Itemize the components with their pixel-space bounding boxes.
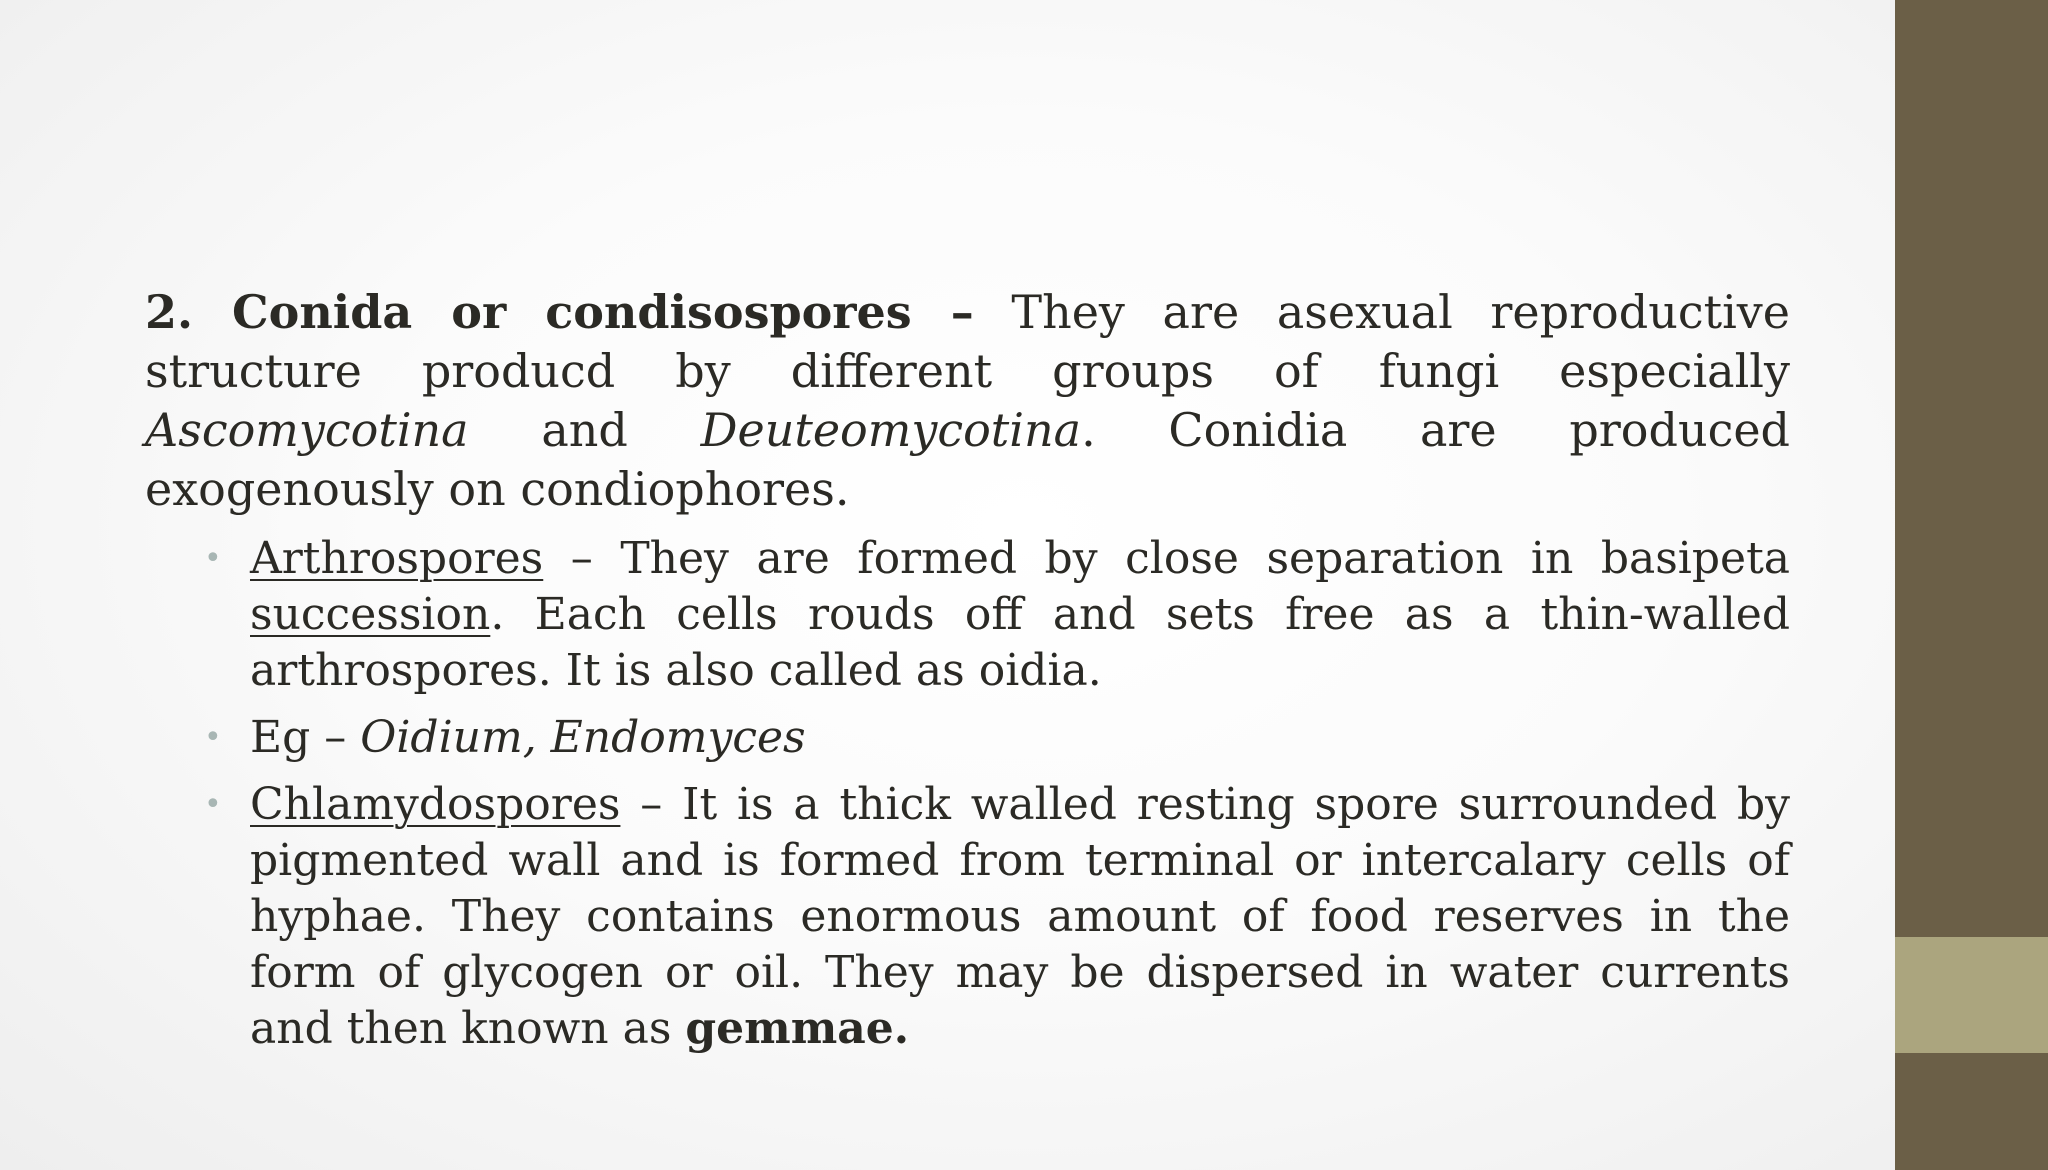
bullet-item-arthrospores — [204, 531, 1790, 699]
intro-text-1: They are asexual reproductive structure producd by different groups of fungi especially — [145, 285, 1790, 398]
term-arthrospores: Arthrospores — [250, 533, 544, 584]
example-species: Oidium, Endomyces — [360, 712, 806, 763]
term-succession: succession — [250, 589, 491, 640]
bullet-dot-icon: • — [204, 541, 222, 576]
term-chlamydospores: Chlamydospores — [250, 779, 621, 830]
intro-paragraph — [145, 283, 1790, 519]
intro-italic-1: Ascomycotina — [145, 403, 469, 457]
bullet-text: . Each cells rouds off and sets free as a thin-walled arthrospores. It is also called as oidia. — [250, 589, 1790, 696]
intro-heading: 2. Conida or condisospores – — [145, 285, 974, 339]
intro-text-3: . Conidia are produced exogenously on condiophores. — [145, 403, 1790, 516]
bullet-item-example — [204, 710, 1790, 766]
slide-content — [145, 283, 1790, 1068]
intro-italic-2: Deuteomycotina — [700, 403, 1082, 457]
bullet-dot-icon: • — [204, 787, 222, 822]
term-gemmae: gemmae. — [685, 1003, 910, 1054]
bullet-list — [145, 531, 1790, 1057]
bullet-dot-icon: • — [204, 720, 222, 755]
bullet-text: – It is a thick walled resting spore surrounded by pigmented wall and is formed from terminal or intercalary cells of hyphae. They contains enormous amount of food reserves in the form of glycogen or oil. They may be dispersed in water currents and then known as — [250, 779, 1790, 1054]
sidebar-accent-block — [1895, 937, 2048, 1053]
bullet-item-chlamydospores — [204, 777, 1790, 1057]
bullet-text: Eg – — [250, 712, 361, 763]
intro-text-2: and — [468, 403, 701, 457]
bullet-text: – They are formed by close separation in basipeta — [543, 533, 1790, 584]
